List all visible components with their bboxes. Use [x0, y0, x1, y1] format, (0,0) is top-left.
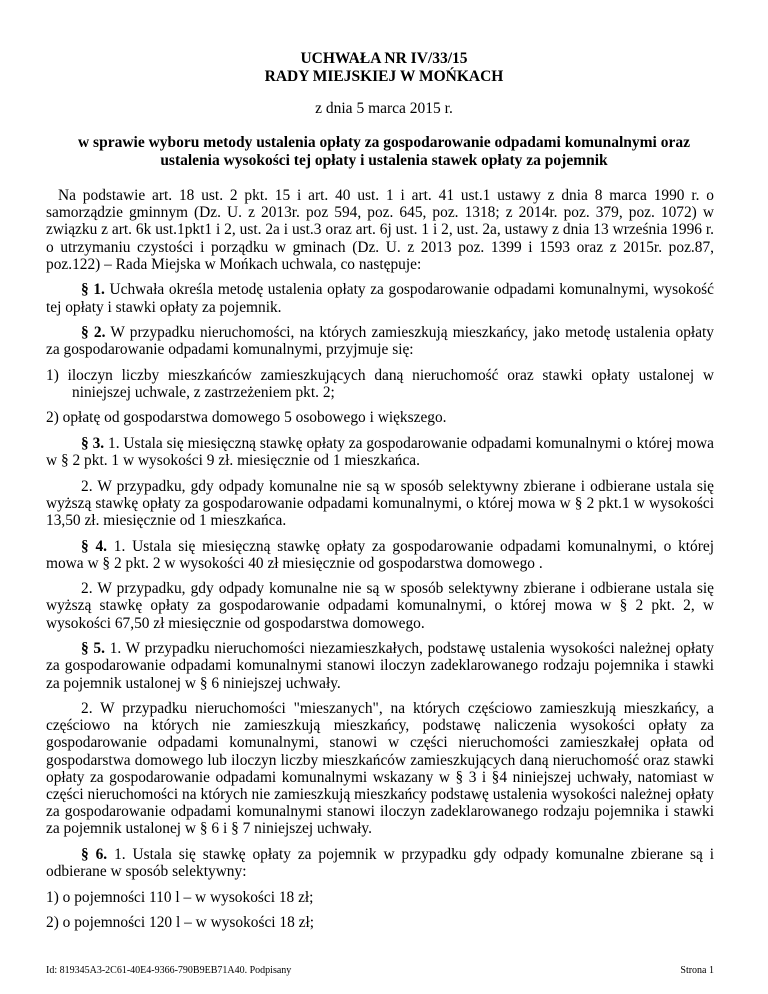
paragraph-label: § 6.	[81, 845, 108, 863]
paragraph-text: 1. W przypadku nieruchomości niezamieszkałych, podstawę ustalenia wysokości należnej opłaty za gospodarowanie odpadami komunalnymi stanowi iloczyn zadeklarowanego rodzaju pojemnika i stawki za pojemnik ustalonej w § 6 niniejszej uchwały.	[46, 640, 714, 692]
paragraph-5	[46, 640, 714, 692]
paragraph-label: § 3.	[81, 434, 105, 452]
paragraph-1	[46, 281, 714, 315]
resolution-subject: w sprawie wyboru metody ustalenia opłaty za gospodarowanie odpadami komunalnymi oraz ustalenia wysokości tej opłaty i ustalenia stawek opłaty za pojemnik	[77, 134, 690, 169]
resolution-title	[0, 50, 768, 86]
paragraph-label: § 2.	[81, 324, 106, 342]
paragraph-text: 1. Ustala się stawkę opłaty za pojemnik w przypadku gdy odpady komunalne zbierane są i odbierane w sposób selektywny:	[46, 845, 714, 881]
document-body	[46, 187, 714, 940]
paragraph-label: § 1.	[81, 281, 105, 299]
list-item: 1) iloczyn liczby mieszkańców zamieszkujących daną nieruchomość oraz stawki opłaty ustalonej w niniejszej uchwale, z zastrzeżeniem pkt. 2;	[46, 366, 714, 401]
paragraph-3-2: 2. W przypadku, gdy odpady komunalne nie są w sposób selektywny zbierane i odbierane ustala się wyższą stawkę opłaty za gospodarowanie odpadami komunalnymi, o której mowa w § 2 pkt.1 w wysokości 13,50 zł. miesięcznie od 1 mieszkańca.	[46, 477, 714, 530]
paragraph-text: 1. Ustala się miesięczną stawkę opłaty za gospodarowanie odpadami komunalnymi, o której mowa w § 2 pkt. 2 w wysokości 40 zł miesięcznie od gospodarstwa domowego .	[46, 537, 714, 572]
title-line-1: UCHWAŁA NR IV/33/15	[300, 50, 468, 67]
page-number: Strona 1	[680, 965, 714, 976]
paragraph-4	[46, 538, 714, 572]
list-item: 2) o pojemności 120 l – w wysokości 18 zł;	[46, 914, 315, 932]
paragraph-text: W przypadku nieruchomości, na których zamieszkują mieszkańcy, jako metodę ustalenia opłaty za gospodarowanie odpadami komunalnymi, przyjmuje się:	[46, 324, 714, 359]
paragraph-text: 1. Ustala się miesięczną stawkę opłaty za gospodarowanie odpadami komunalnymi o której mowa w § 2 pkt. 1 w wysokości 9 zł. miesięcznie od 1 mieszkańca.	[46, 434, 715, 470]
paragraph-5-2: 2. W przypadku nieruchomości "mieszanych", na których częściowo zamieszkują mieszkańcy, a częściowo na których nie zamieszkują mieszkańcy, podstawę naliczenia wysokości opłaty za gospodarowanie odpadami komunalnymi, stanowi w części nieruchomości zamieszkałej opłata od gospodarstwa domowego lub iloczyn liczby mieszkańców zamieszkujących daną nieruchomość oraz stawki opłaty za gospodarowanie odpadami komunalnymi wskazany w § 3 i §4 niniejszej uchwały, natomiast w części nieruchomości na których nie zamieszkują mieszkańcy podstawę ustalenia wysokości należnej opłaty za gospodarowanie odpadami komunalnymi stanowi iloczyn zadeklarowanego rodzaju pojemnika i stawki za pojemnik ustalonej w § 6 i § 7 niniejszej uchwały.	[46, 700, 714, 838]
list-item: 1) o pojemności 110 l – w wysokości 18 zł;	[46, 888, 314, 906]
preamble: Na podstawie art. 18 ust. 2 pkt. 15 i art. 40 ust. 1 i art. 41 ust.1 ustawy z dnia 8 marca 1990 r. o samorządzie gminnym (Dz. U. z 2013r. poz 594, poz. 645, poz. 1318; z 2014r. poz. 379, poz. 1072) w związku z art. 6k ust.1pkt1 i 2, ust. 2a i ust.3 oraz art. 6j ust. 1 i 2, ust. 2a, ustawy z dnia 13 września 1996 r. o utrzymaniu czystości i porządku w gminach (Dz. U. z 2013 poz. 1399 i 1593 oraz z 2015r. poz.87, poz.122) – Rada Miejska w Mońkach uchwala, co następuje:	[46, 187, 714, 273]
document-id: Id: 819345A3-2C61-40E4-9366-790B9EB71A40. Podpisany	[46, 965, 292, 976]
paragraph-label: § 5.	[81, 640, 105, 658]
title-line-2: RADY MIEJSKIEJ W MOŃKACH	[264, 68, 504, 85]
paragraph-label: § 4.	[81, 537, 108, 555]
paragraph-text: Uchwała określa metodę ustalenia opłaty za gospodarowanie odpadami komunalnymi, wysokość tej opłaty i stawki opłaty za pojemnik.	[46, 281, 714, 316]
paragraph-3	[46, 435, 714, 469]
paragraph-4-2: 2. W przypadku, gdy odpady komunalne nie są w sposób selektywny zbierane i odbierane ustala się wyższą stawkę opłaty za gospodarowanie odpadami komunalnymi, o której mowa w § 2 pkt. 2, w wysokości 67,50 zł miesięcznie od gospodarstwa domowego.	[46, 580, 714, 632]
list-item: 2) opłatę od gospodarstwa domowego 5 osobowego i większego.	[46, 409, 447, 427]
resolution-date: z dnia 5 marca 2015 r.	[315, 100, 453, 117]
paragraph-6	[46, 846, 714, 880]
paragraph-2	[46, 324, 714, 358]
